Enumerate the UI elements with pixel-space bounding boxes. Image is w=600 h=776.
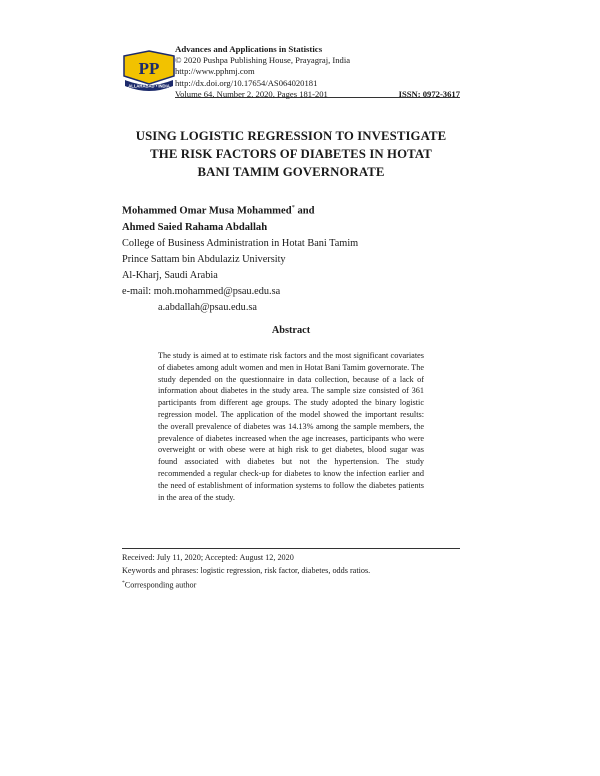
corresponding-footnote-mark: *	[122, 580, 125, 586]
volume-info: Volume 64, Number 2, 2020, Pages 181-201	[175, 88, 328, 99]
footnotes	[122, 551, 460, 592]
journal-url[interactable]: http://www.pphmj.com	[175, 66, 255, 77]
publisher-logo	[122, 50, 176, 92]
title-line-2: THE RISK FACTORS OF DIABETES IN HOTAT	[150, 147, 432, 161]
paper-title	[122, 127, 460, 181]
journal-name: Advances and Applications in Statistics	[175, 44, 323, 54]
journal-header	[175, 44, 460, 100]
received-dates: Received: July 11, 2020; Accepted: August 12, 2020	[122, 553, 294, 562]
footnote-rule	[122, 548, 460, 549]
copyright-line: © 2020 Pushpa Publishing House, Prayagraj, India	[175, 55, 351, 66]
author-1: Mohammed Omar Musa Mohammed	[122, 205, 292, 217]
author-connector: and	[294, 205, 315, 217]
abstract-text: The study is aimed at to estimate risk factors and the most significant covariates of diabetes among adult women and men in Hotat Bani Tamim governorate. The study depended on the questionnaire in data collection, because of a lack of information about diabetes in the study area. The sample size consisted of 361 participants from different age groups. The study adopted the binary logistic regression model. The application of the model showed the important results: the overall prevalence of diabetes was 14.13% among the sample members, the prevalence of diabetes increased when the age increases, participants who were overweight or with obese were at high risk to get diabetes, blood sugar was found associated with diabetes but not the hypertension. The study recommended a regular check-up for diabetes to know the infection earlier and the need of establishment of information systems to follow the diabetes patients in the area of the study.	[158, 351, 424, 502]
email-2[interactable]: a.abdallah@psau.edu.sa	[158, 302, 257, 313]
affiliation-line-2: Prince Sattam bin Abdulaziz University	[122, 254, 286, 265]
affiliation-line-1: College of Business Administration in Hotat Bani Tamim	[122, 238, 359, 249]
affiliation-line-3: Al-Kharj, Saudi Arabia	[122, 270, 218, 281]
keywords: Keywords and phrases: logistic regression, risk factor, diabetes, odds ratios.	[122, 566, 371, 575]
header-rule	[175, 97, 460, 98]
issn: ISSN: 0972-3617	[398, 88, 460, 99]
logo-letters: PP	[138, 59, 160, 78]
affiliation	[122, 236, 358, 316]
corresponding-mark: *	[291, 204, 295, 211]
author-2: Ahmed Saied Rahama Abdallah	[122, 221, 268, 233]
email-1[interactable]: e-mail: moh.mohammed@psau.edu.sa	[122, 286, 281, 297]
doi-link[interactable]: http://dx.doi.org/10.17654/AS064020181	[175, 77, 318, 88]
corresponding-author-note: Corresponding author	[124, 580, 197, 590]
title-line-3: BANI TAMIM GOVERNORATE	[197, 165, 385, 179]
title-line-1: USING LOGISTIC REGRESSION TO INVESTIGATE	[135, 129, 447, 143]
author-list	[122, 200, 315, 236]
abstract-heading: Abstract	[271, 325, 311, 336]
logo-band-text: ALLAHABAD • INDIA	[128, 83, 170, 89]
